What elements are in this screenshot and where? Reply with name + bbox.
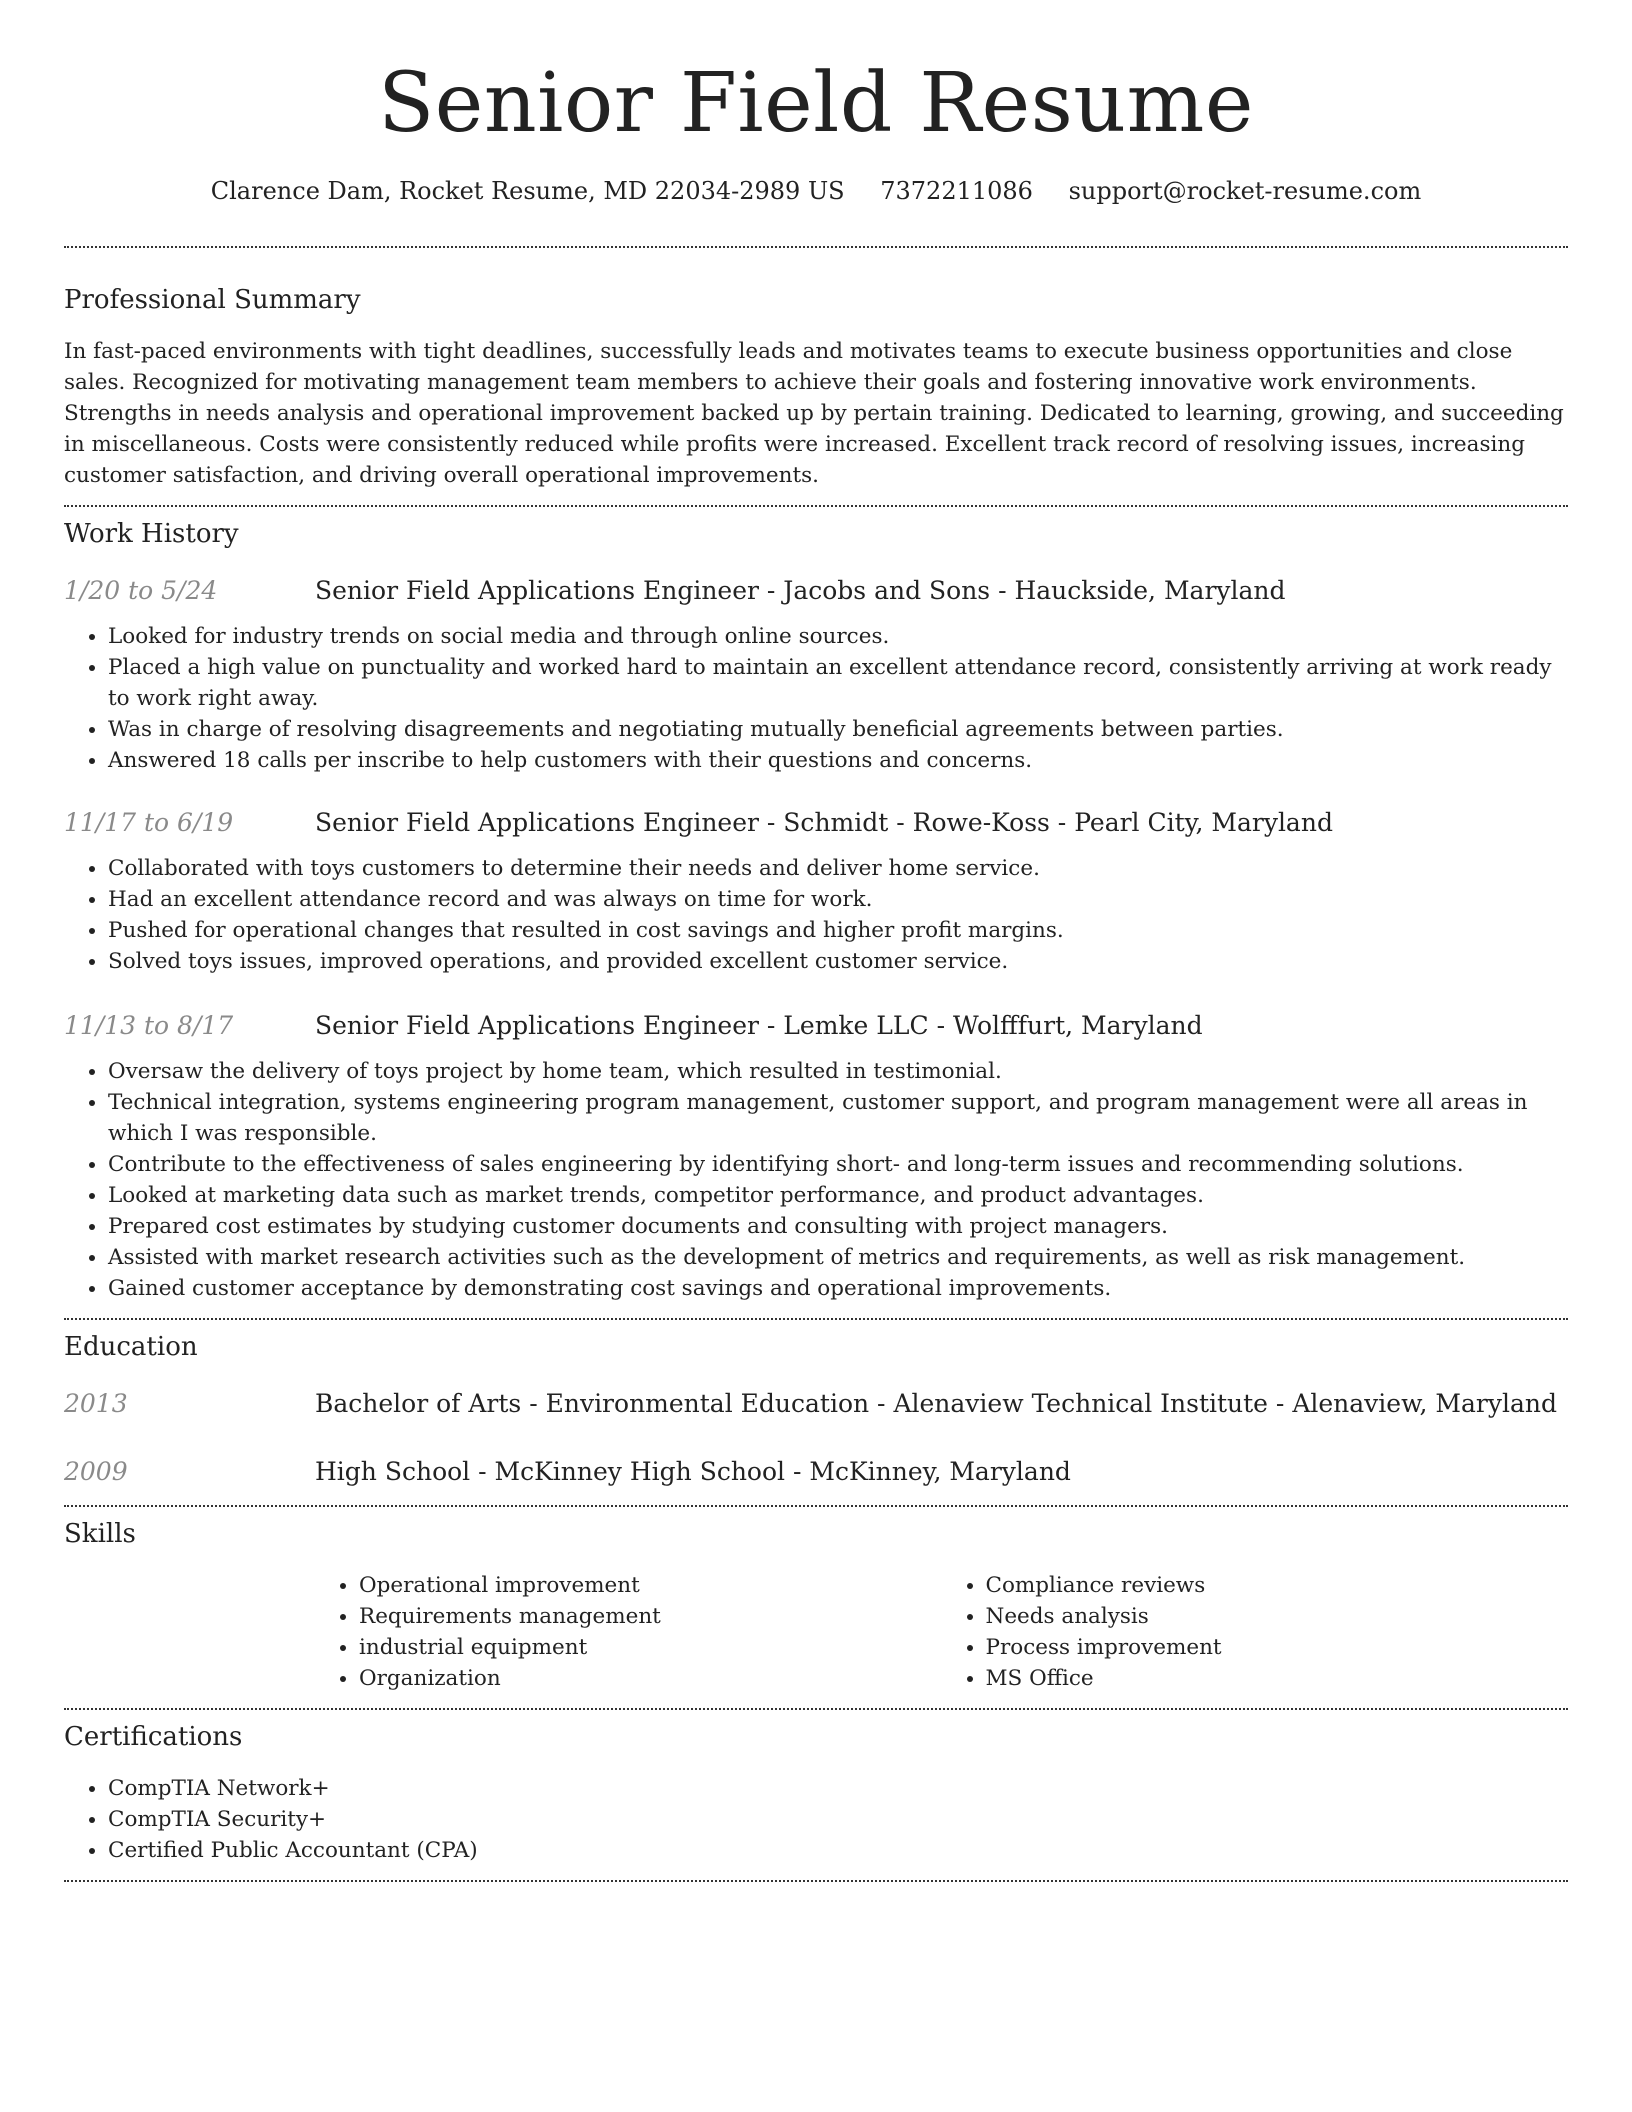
education-heading: Education [64,1332,198,1362]
divider [64,1880,1568,1882]
education-section [64,1331,1568,1488]
list-item: • Technical integration, systems engineering program management, customer support, and program management were all areas in which I was responsible. [108,1087,1568,1149]
list-item: • Needs analysis [986,1601,1569,1632]
job-entry [64,575,1568,776]
contact-line [64,176,1568,206]
job-dates: 11/13 to 8/17 [64,1011,234,1040]
list-item: • Organization [359,1663,942,1694]
list-item: • Answered 18 calls per inscribe to help customers with their questions and concerns. [108,745,1568,776]
education-entry [64,1456,1568,1488]
education-heading-text: Bachelor of Arts - Environmental Education - Alenaview Technical Institute - Alenaview, Maryland [315,1389,1557,1418]
list-item: • Prepared cost estimates by studying customer documents and consulting with project managers. [108,1211,1568,1242]
list-item: • Compliance reviews [986,1570,1569,1601]
job-bullets [64,853,1568,977]
job-heading: Senior Field Applications Engineer - Jacobs and Sons - Hauckside, Maryland [315,576,1286,605]
skills-column-right [942,1570,1569,1694]
certifications-list [64,1773,1568,1866]
job-dates: 11/17 to 6/19 [64,808,234,837]
divider [64,246,1568,248]
list-item: • Gained customer acceptance by demonstrating cost savings and operational improvements. [108,1273,1568,1304]
list-item: • Solved toys issues, improved operations, and provided excellent customer service. [108,946,1568,977]
divider [64,505,1568,507]
contact-phone: 7372211086 [880,177,1033,205]
summary-text: In fast-paced environments with tight deadlines, successfully leads and motivates teams to execute business opportunities and close sales. Recognized for motivating management team members to achieve their goals and fostering innovative work environments. Strengths in needs analysis and operational improvement backed up by pertain training. Dedicated to learning, growing, and succeeding in miscellaneous. Costs were consistently reduced while profits were increased. Excellent track record of resolving issues, increasing customer satisfaction, and driving overall operational improvements. [64,339,1564,488]
job-heading: Senior Field Applications Engineer - Schmidt - Rowe-Koss - Pearl City, Maryland [315,808,1333,837]
summary-section [64,284,1568,491]
work-history-heading: Work History [64,519,239,549]
list-item: • Looked at marketing data such as market trends, competitor performance, and product advantages. [108,1180,1568,1211]
job-bullets [64,621,1568,776]
list-item: • Pushed for operational changes that resulted in cost savings and higher profit margins. [108,915,1568,946]
education-year: 2009 [64,1457,128,1486]
list-item: • Process improvement [986,1632,1569,1663]
divider [64,1318,1568,1320]
job-heading: Senior Field Applications Engineer - Lemke LLC - Wolfffurt, Maryland [315,1011,1203,1040]
skills-column-left [315,1570,942,1694]
certifications-heading: Certifications [64,1722,243,1752]
job-dates: 1/20 to 5/24 [64,576,218,605]
list-item: • Placed a high value on punctuality and worked hard to maintain an excellent attendance record, consistently arriving at work ready to work right away. [108,652,1568,714]
divider [64,1708,1568,1710]
list-item: • Was in charge of resolving disagreements and negotiating mutually beneficial agreements between parties. [108,714,1568,745]
summary-heading: Professional Summary [64,285,361,315]
skills-heading: Skills [64,1519,136,1549]
list-item: • Certified Public Accountant (CPA) [108,1835,1568,1866]
list-item: • Oversaw the delivery of toys project by home team, which resulted in testimonial. [108,1056,1568,1087]
list-item: • MS Office [986,1663,1569,1694]
list-item: • Collaborated with toys customers to determine their needs and deliver home service. [108,853,1568,884]
skills-section [64,1518,1568,1694]
skills-list [315,1570,1568,1694]
list-item: • Assisted with market research activities such as the development of metrics and requirements, as well as risk management. [108,1242,1568,1273]
job-bullets [64,1056,1568,1304]
list-item: • CompTIA Security+ [108,1804,1568,1835]
education-year: 2013 [64,1389,128,1418]
contact-address: Clarence Dam, Rocket Resume, MD 22034-2989 US [210,177,845,205]
list-item: • Contribute to the effectiveness of sales engineering by identifying short- and long-term issues and recommending solutions. [108,1149,1568,1180]
education-entry [64,1388,1568,1420]
resume-title: Senior Field Resume [378,56,1254,151]
list-item: • Requirements management [359,1601,942,1632]
list-item: • CompTIA Network+ [108,1773,1568,1804]
job-entry [64,807,1568,977]
job-entry [64,1010,1568,1304]
divider [64,1505,1568,1507]
work-history-section [64,518,1568,1304]
list-item: • Operational improvement [359,1570,942,1601]
list-item: • Looked for industry trends on social media and through online sources. [108,621,1568,652]
list-item: • Had an excellent attendance record and was always on time for work. [108,884,1568,915]
contact-email: support@rocket-resume.com [1068,177,1422,205]
education-heading-text: High School - McKinney High School - McKinney, Maryland [315,1457,1071,1486]
certifications-section [64,1721,1568,1866]
list-item: • industrial equipment [359,1632,942,1663]
